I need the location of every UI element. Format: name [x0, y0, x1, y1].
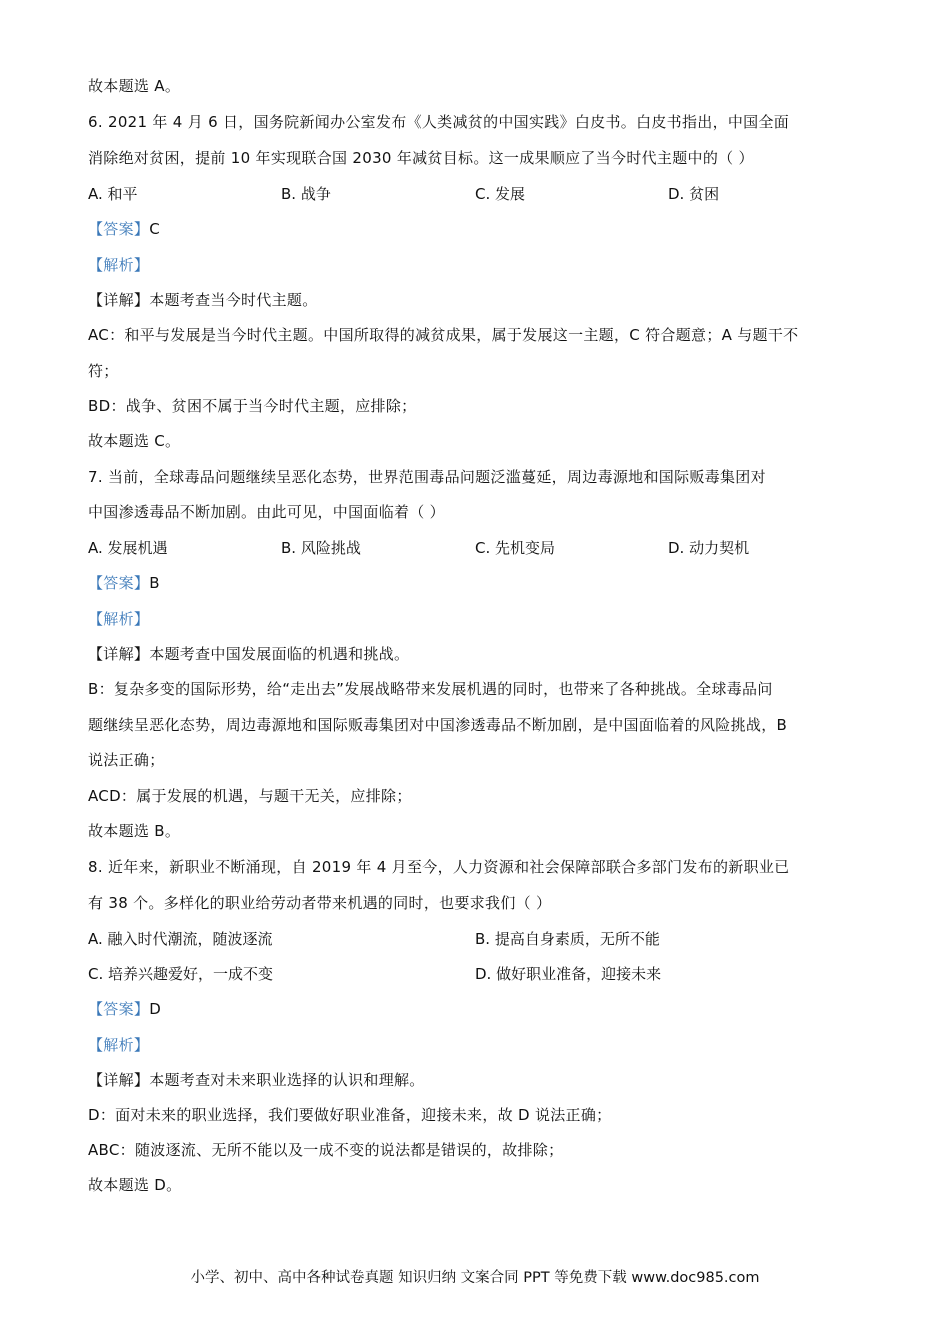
q8-option-a: A. 融入时代潮流，随波逐流 [88, 930, 273, 948]
q7-answer-value: B [149, 574, 160, 592]
q8-option-d: D. 做好职业准备，迎接未来 [475, 965, 662, 983]
prev-conclusion: 故本题选 A。 [88, 77, 181, 95]
q6-bd-line: BD：战争、贫困不属于当今时代主题，应排除； [88, 397, 417, 415]
q6-ac-line1: AC：和平与发展是当今时代主题。中国所取得的减贫成果，属于发展这一主题，C 符合题意；A 与题干不 [88, 326, 799, 344]
q7-b-line2: 题继续呈恶化态势，周边毒源地和国际贩毒集团对中国渗透毒品不断加剧，是中国面临着的风险挑战，B [88, 716, 788, 734]
q8-answer-value: D [149, 1000, 162, 1018]
q6-detail: 【详解】本题考查当今时代主题。 [88, 291, 318, 309]
q7-option-a: A. 发展机遇 [88, 539, 168, 557]
q8-d-line: D：面对未来的职业选择，我们要做好职业准备，迎接未来，故 D 说法正确； [88, 1106, 612, 1124]
q8-abc-line: ABC：随波逐流、无所不能以及一成不变的说法都是错误的，故排除； [88, 1141, 564, 1159]
q7-acd-line: ACD：属于发展的机遇，与题干无关，应排除； [88, 787, 412, 805]
q8-answer [88, 999, 161, 1019]
q7-stem-line2: 中国渗透毒品不断加剧。由此可见，中国面临着（ ） [88, 503, 445, 521]
q6-option-b: B. 战争 [281, 185, 331, 203]
q7-stem-line1: 7. 当前，全球毒品问题继续呈恶化态势，世界范围毒品问题泛滥蔓延，周边毒源地和国际贩毒集团对 [88, 468, 766, 486]
q8-option-c: C. 培养兴趣爱好，一成不变 [88, 965, 274, 983]
q7-detail: 【详解】本题考查中国发展面临的机遇和挑战。 [88, 645, 410, 663]
q6-option-a: A. 和平 [88, 185, 138, 203]
q6-answer-tag: 【答案】 [88, 220, 150, 238]
q6-option-c: C. 发展 [475, 185, 526, 203]
page-footer: 小学、初中、高中各种试卷真题 知识归纳 文案合同 PPT 等免费下载 www.doc985.com [190, 1270, 760, 1286]
q6-option-d: D. 贫困 [668, 185, 720, 203]
q8-stem-line1: 8. 近年来，新职业不断涌现，自 2019 年 4 月至今，人力资源和社会保障部联合多部门发布的新职业已 [88, 858, 790, 876]
q8-conclusion: 故本题选 D。 [88, 1176, 182, 1194]
q7-option-d: D. 动力契机 [668, 539, 750, 557]
q7-analysis-tag: 【解析】 [88, 610, 150, 628]
q6-answer-value: C [149, 220, 160, 238]
q6-analysis-tag: 【解析】 [88, 256, 150, 274]
q8-option-b: B. 提高自身素质，无所不能 [475, 930, 660, 948]
q6-stem-line1: 6. 2021 年 4 月 6 日，国务院新闻办公室发布《人类减贫的中国实践》白皮书。白皮书指出，中国全面 [88, 113, 790, 131]
q7-b-line3: 说法正确； [88, 751, 165, 769]
q7-answer [88, 573, 160, 593]
q8-answer-tag: 【答案】 [88, 1000, 150, 1018]
q7-conclusion: 故本题选 B。 [88, 822, 181, 840]
q7-b-line1: B：复杂多变的国际形势，给“走出去”发展战略带来发展机遇的同时，也带来了各种挑战。全球毒品问 [88, 680, 773, 698]
q7-option-c: C. 先机变局 [475, 539, 556, 557]
q6-ac-line2: 符； [88, 362, 119, 380]
q6-conclusion: 故本题选 C。 [88, 432, 181, 450]
q8-stem-line2: 有 38 个。多样化的职业给劳动者带来机遇的同时，也要求我们（ ） [88, 894, 552, 912]
q8-analysis-tag: 【解析】 [88, 1036, 150, 1054]
q7-option-b: B. 风险挑战 [281, 539, 361, 557]
q8-detail: 【详解】本题考查对未来职业选择的认识和理解。 [88, 1071, 425, 1089]
q6-stem-line2: 消除绝对贫困，提前 10 年实现联合国 2030 年减贫目标。这一成果顺应了当今时代主题中的（ ） [88, 149, 754, 167]
q7-answer-tag: 【答案】 [88, 574, 150, 592]
q6-answer [88, 219, 160, 239]
